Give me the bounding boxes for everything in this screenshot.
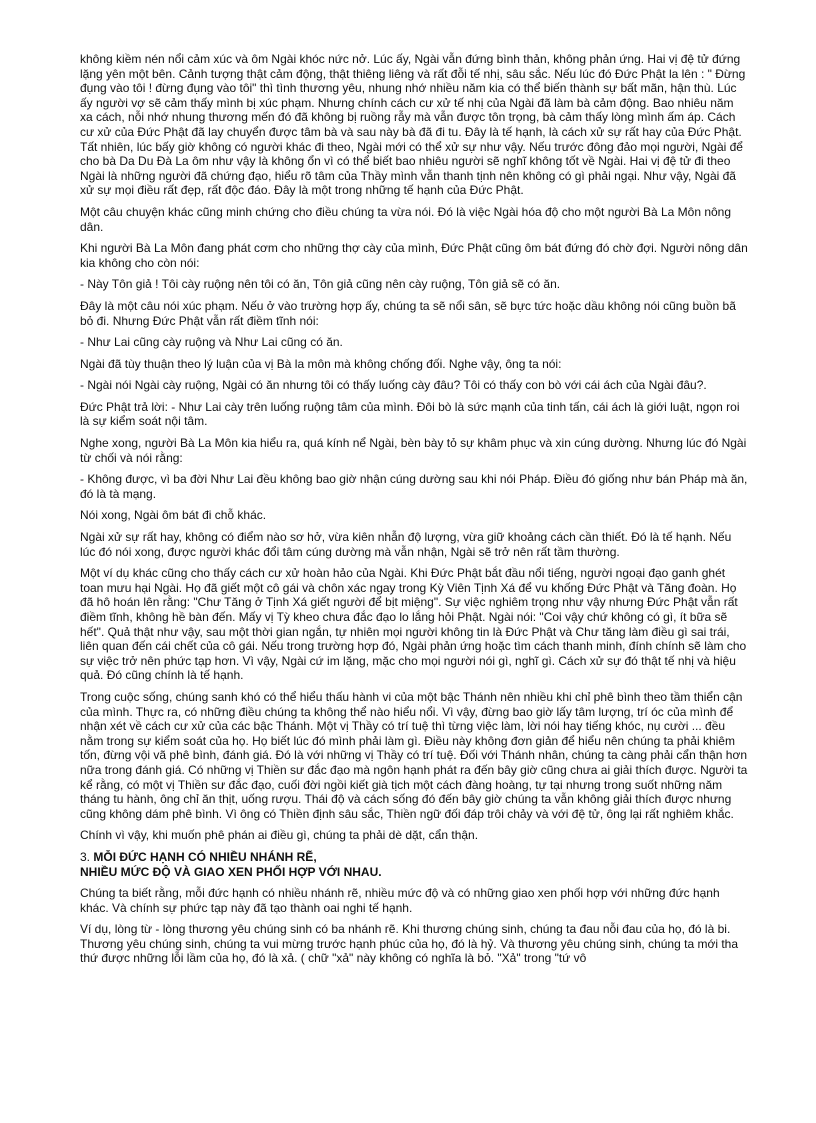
paragraph: - Ngài nói Ngài cày ruộng, Ngài có ăn nhưng tôi có thấy luống cày đâu? Tôi có thấy con bò với cái ách của Ngài đâu?. [80, 378, 707, 393]
section-title-line-1: MỖI ĐỨC HẠNH CÓ NHIỀU NHÁNH RẼ, [93, 849, 317, 864]
paragraph: Một ví dụ khác cũng cho thấy cách cư xử hoàn hảo của Ngài. Khi Đức Phật bắt đầu nổi tiếng, người ngoại đạo ganh ghét toan mưu hại Ngài. Họ đã giết một cô gái và chôn xác ngay trong Kỳ Viên Tịnh Xá để vu khống Đức Phật và Tăng đoàn. Họ đã hô hoán lên rằng: "Chư Tăng ở Tịnh Xá giết người để bịt miệng". Sự việc nghiêm trọng như vậy nhưng Đức Phật vẫn rất điềm tĩnh, không hề bàn đến. Mấy vị Tỳ kheo chưa đắc đạo lo lắng hỏi Phật. Ngài nói: "Coi vậy chứ không có gì, ít bữa sẽ hết". Quả thật như vậy, sau một thời gian ngắn, tự nhiên mọi người không tin là Đức Phật và Chư tăng làm điều gì sai trái, liên quan đến cái chết của cô gái. Nếu trong trường hợp đó, Ngài phản ứng hoặc tìm cách thanh minh, đính chính sẽ làm cho sự việc trở nên phức tạp hơn. Vì vậy, Ngài cứ im lặng, mặc cho mọi người nói gì, nghĩ gì. Cách xử sự đó thật tế nhị và hiệu quả. Đó cũng chính là tế hạnh. [80, 566, 747, 683]
section-title-line-2: NHIỀU MỨC ĐỘ VÀ GIAO XEN PHỐI HỢP VỚI NHAU. [80, 864, 382, 879]
paragraph: không kiềm nén nổi cảm xúc và ôm Ngài khóc nức nở. Lúc ấy, Ngài vẫn đứng bình thản, không phản ứng. Hai vị đệ tử đứng lặng yên một bên. Cảnh tượng thật cảm động, thật thiêng liêng và rất đỗi tế nhị, sâu sắc. Nếu lúc đó Đức Phật la lên : " Đừng đụng vào tôi ! đừng đụng vào tôi" thì tình thương yêu, nhung nhớ nhiều năm kia có thể biến thành sự bất mãn, hận thù. Lúc ấy người vợ sẽ cảm thấy mình bị xúc phạm. Nhưng chính cách cư xử tế nhị của Ngài đã làm bà cảm động. Bao nhiêu năm xa cách, nỗi nhớ nhung thương mến đó đã không bị ruồng rẫy mà vẫn được tôn trọng, bà cảm thấy lòng mình ấm áp. Cách cư xử của Đức Phật đã lay chuyển được tâm bà và sau này bà đã đi tu. Đây là tế hạnh, là cách xử sự rất hay của Đức Phật. Tất nhiên, lúc bấy giờ không có người khác đi theo, Ngài mới có thể xử sự như vậy. Nếu trước đông đảo mọi người, Ngài để cho bà Da Du Đà La ôm như vậy là không ổn vì có thể biết bao nhiêu người sẽ nghĩ không tốt về Ngài. Hai vị đệ tử đi theo Ngài là những người đã chứng đạo, hiểu rõ tâm của Thầy mình vẫn thanh tịnh nên không có gì phải ngại. Như vậy, Ngài đã xử sự mọi điều rất đẹp, rất độc đáo. Đây là một trong những tế hạnh của Đức Phật. [80, 52, 746, 198]
document-page [80, 52, 748, 973]
paragraph: Nghe xong, người Bà La Môn kia hiểu ra, quá kính nể Ngài, bèn bày tỏ sự khâm phục và xin cúng dường. Nhưng lúc đó Ngài từ chối và nói rằng: [80, 436, 747, 465]
paragraph: - Như Lai cũng cày ruộng và Như Lai cũng có ăn. [80, 335, 343, 350]
paragraph: - Không được, vì ba đời Như Lai đều không bao giờ nhận cúng dường sau khi nói Pháp. Điều đó giống như bán Pháp mà ăn, đó là tà mạng. [80, 472, 748, 501]
paragraph: Ngài đã tùy thuận theo lý luận của vị Bà la môn mà không chống đối. Nghe vậy, ông ta nói: [80, 356, 562, 371]
paragraph: Một câu chuyện khác cũng minh chứng cho điều chúng ta vừa nói. Đó là việc Ngài hóa độ cho một người Bà La Môn nông dân. [80, 204, 732, 234]
paragraph: Khi người Bà La Môn đang phát cơm cho những thợ cày của mình, Đức Phật cũng ôm bát đứng đó chờ đợi. Người nông dân kia không cho còn nói: [80, 241, 748, 270]
section-number: 3. [80, 849, 91, 864]
section-heading-line-1 [80, 850, 748, 865]
paragraph: Trong cuộc sống, chúng sanh khó có thể hiểu thấu hành vi của một bậc Thánh nên nhiều khi chỉ phê bình theo tầm thiển cận của mình. Thực ra, có những điều chúng ta không thể nào hiểu nổi. Vì vậy, đừng bao giờ lấy tâm lượng, trí óc của mình để nhận xét về cách cư xử của các bậc Thánh. Một vị Thầy có trí tuệ thì từng việc làm, lời nói hay tiếng khóc, nụ cười ... đều nằm trong sự kiểm soát của họ. Họ biết lúc đó mình phải làm gì. Điều này không đơn giản để hiểu nên chúng ta phải khiêm tốn, đừng vội vã phê bình, đánh giá. Đó là với những vị Thầy có trí tuệ. Đối với Thánh nhân, chúng ta càng phải cẩn thận hơn nữa trong đánh giá. Có những vị Thiền sư đắc đạo mà ngôn hạnh phát ra đến bây giờ cũng chưa ai giải thích được. Người ta kể rằng, có một vị Thiền sư đắc đạo, cuối đời ngồi kiết già tịch một cách đàng hoàng, tự tại nhưng trong suốt những năm tháng tu hành, ông chỉ ăn thịt, uống rượu. Thái độ và cách sống đó đến bây giờ chúng ta vẫn không giải thích được nhưng cũng không dám phê bình. Vì ông có Thiền định sâu sắc, Thiền ngữ đối đáp trôi chảy và với đệ tử, ông lại rất nghiêm khắc. [80, 689, 748, 821]
paragraph: Nói xong, Ngài ôm bát đi chỗ khác. [80, 508, 267, 523]
paragraph: Đức Phật trả lời: - Như Lai cày trên luống ruộng tâm của mình. Đôi bò là sức mạnh của tinh tấn, cái ách là giới luật, ngọn roi là sự kiểm soát nội tâm. [80, 399, 740, 429]
paragraph: Ví dụ, lòng từ - lòng thương yêu chúng sinh có ba nhánh rẽ. Khi thương chúng sinh, chúng ta đau nỗi đau của họ, đó là bi. Thương yêu chúng sinh, chúng ta vui mừng trước hạnh phúc của họ, đó là hỷ. Và thương yêu chúng sinh, chúng ta mới tha thứ được những lỗi lầm của họ, đó là xả. ( chữ "xả" này không có nghĩa là bỏ. "Xả" trong "tứ vô [80, 922, 738, 966]
paragraph: Chúng ta biết rằng, mỗi đức hạnh có nhiều nhánh rẽ, nhiều mức độ và có những giao xen phối hợp với những đức hạnh khác. Và chính sự phức tạp này đã tạo thành oai nghi tế hạnh. [80, 886, 720, 915]
paragraph: Ngài xử sự rất hay, không có điểm nào sơ hở, vừa kiên nhẫn độ lượng, vừa giữ khoảng cách cần thiết. Đó là tế hạnh. Nếu lúc đó nói xong, được người khác đổi tâm cúng dường mà vẫn nhận, Ngài sẽ trở nên rất tầm thường. [80, 530, 732, 559]
paragraph: - Này Tôn giả ! Tôi cày ruộng nên tôi có ăn, Tôn giả cũng nên cày ruộng, Tôn giả sẽ có ăn. [80, 277, 561, 292]
paragraph: Chính vì vậy, khi muốn phê phán ai điều gì, chúng ta phải dè dặt, cẩn thận. [80, 828, 479, 843]
paragraph: Đây là một câu nói xúc phạm. Nếu ở vào trường hợp ấy, chúng ta sẽ nổi sân, sẽ bực tức hoặc dầu không nói cũng buồn bã bỏ đi. Nhưng Đức Phật vẫn rất điềm tĩnh nói: [80, 298, 736, 328]
section-heading [80, 850, 748, 879]
